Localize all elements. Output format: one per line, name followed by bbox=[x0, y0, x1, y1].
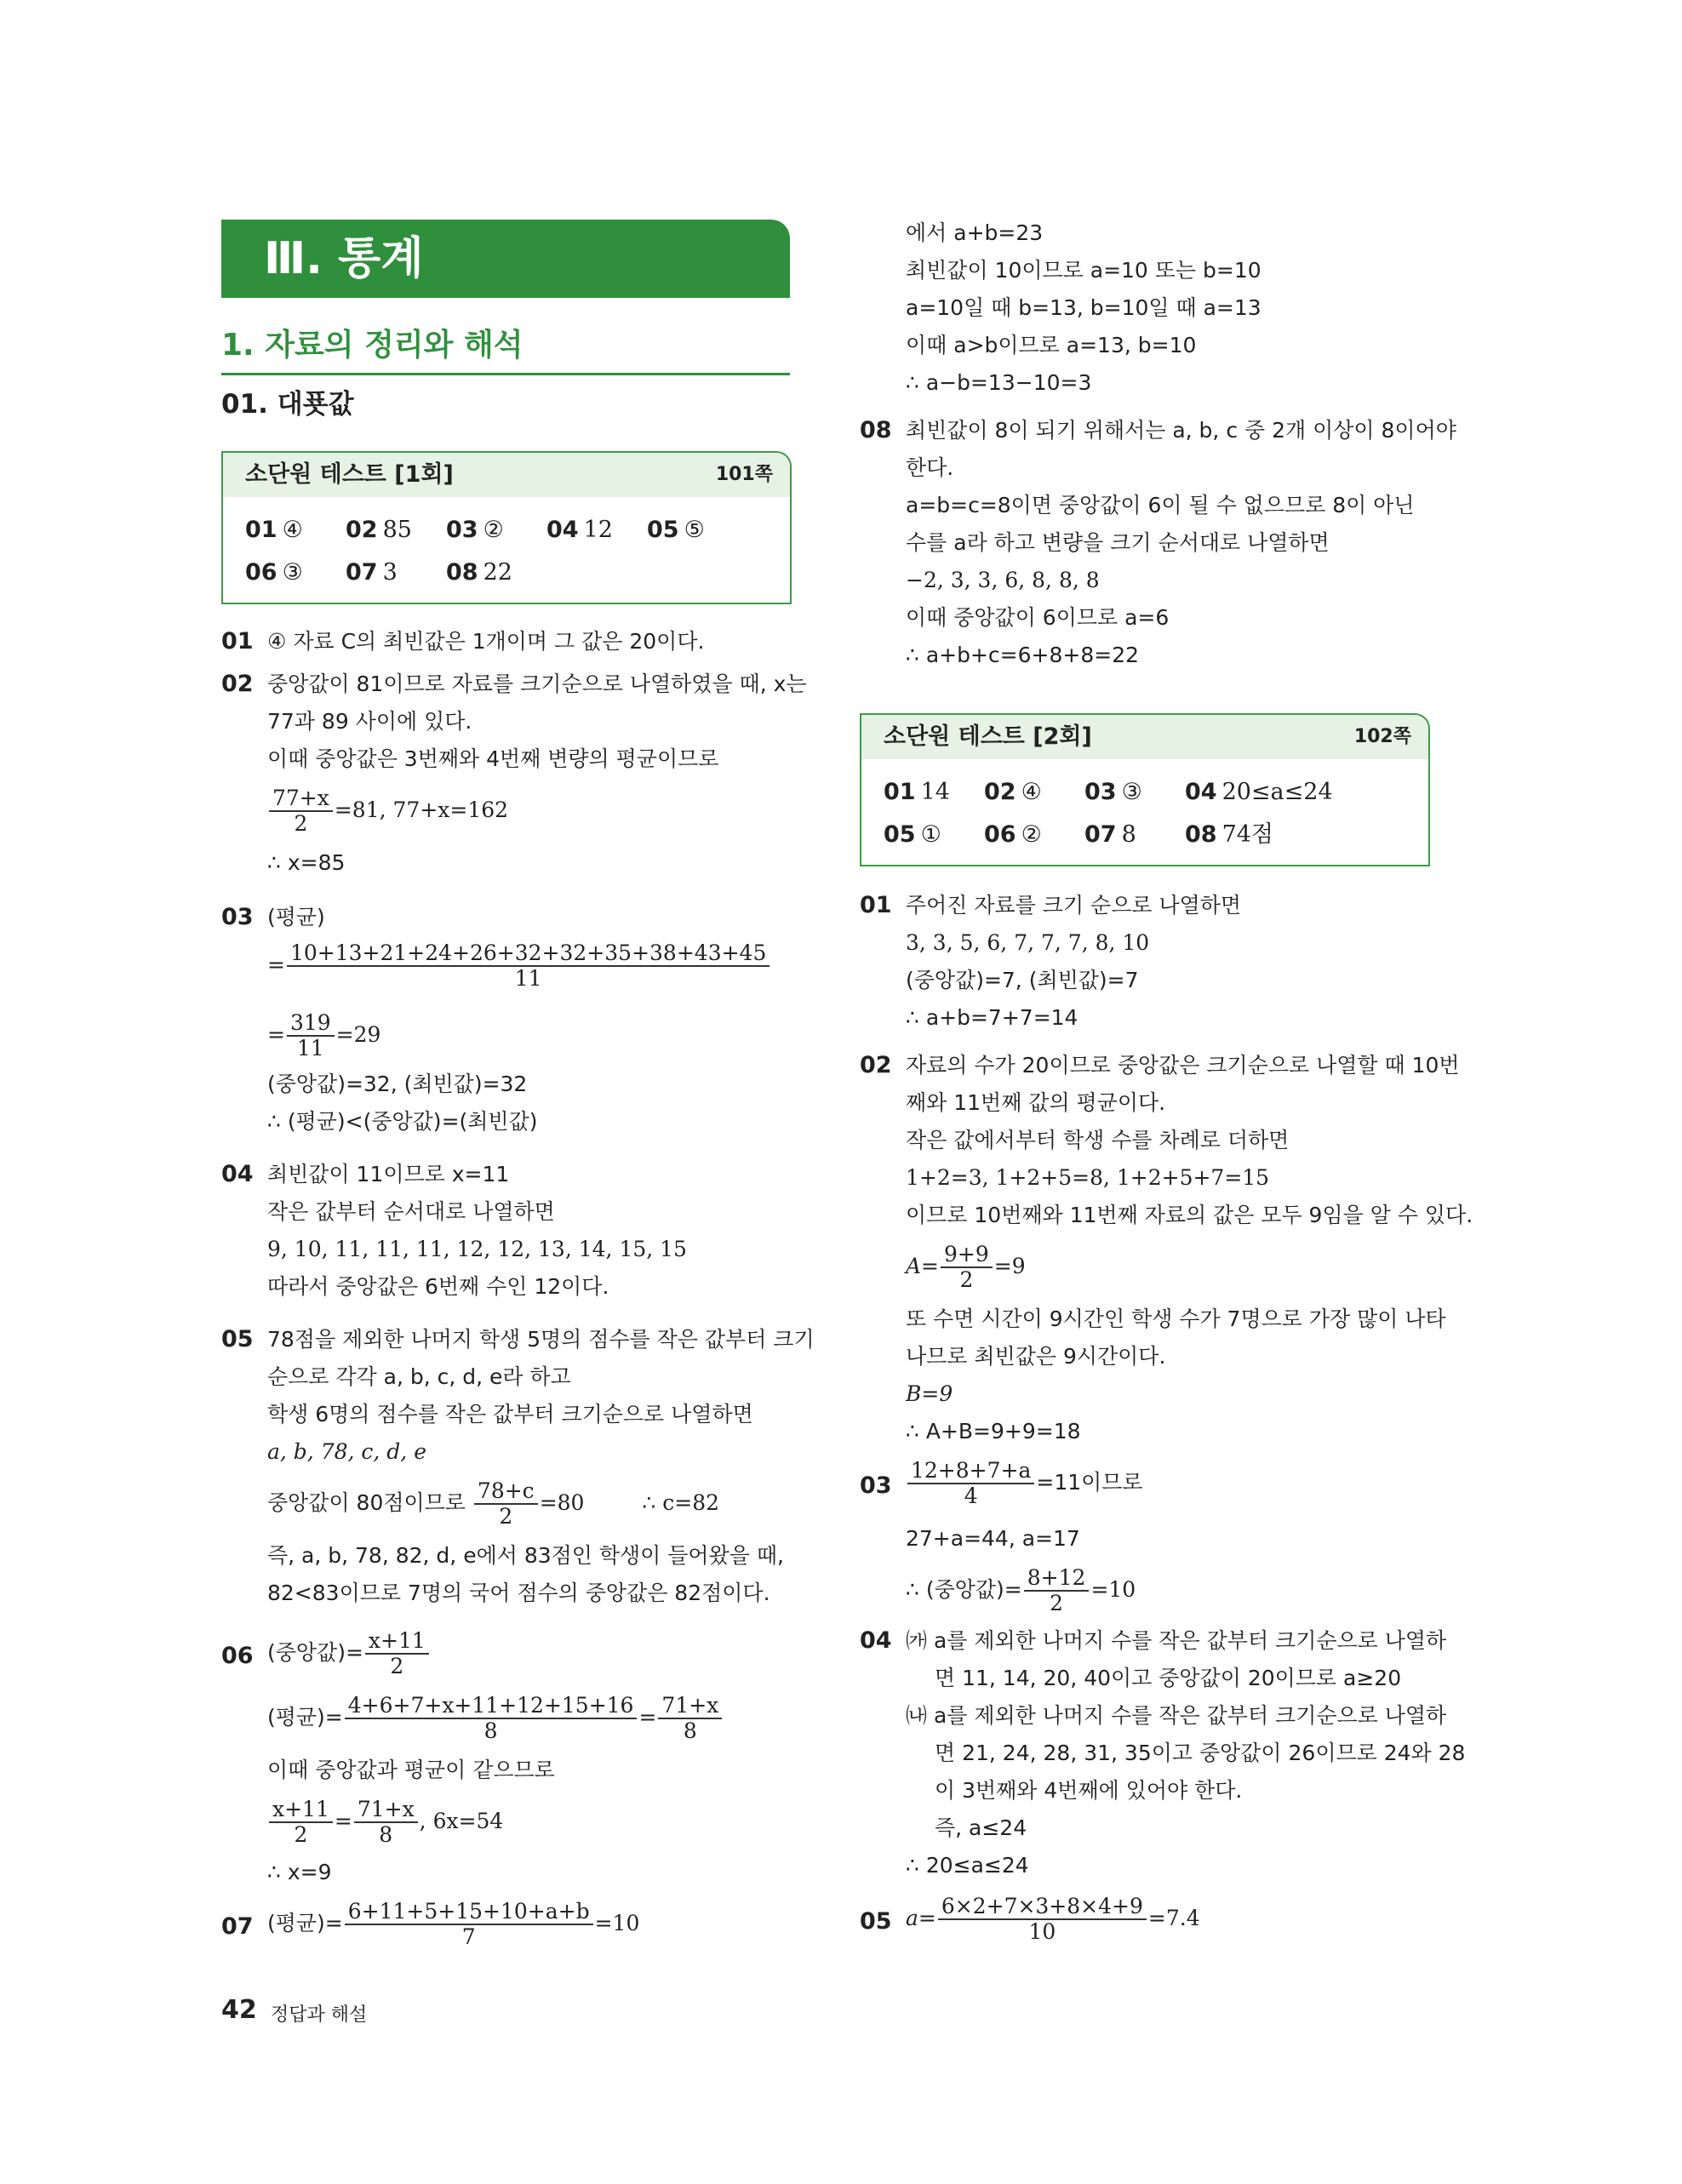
fraction: $\frac{78+c}{2}$ bbox=[474, 1479, 538, 1529]
question-number: 03 bbox=[860, 1472, 892, 1499]
test1-header bbox=[223, 453, 790, 497]
solution-line: 학생 6명의 점수를 작은 값부터 크기순으로 나열하면 bbox=[267, 1402, 753, 1426]
question-number: 05 bbox=[221, 1326, 254, 1352]
fraction-line: $\frac{12+8+7+a}{4}$ =11이므로 bbox=[906, 1459, 1143, 1508]
answer-item: 01 14 bbox=[884, 779, 950, 805]
solution-line: ∴ 20≤a≤24 bbox=[906, 1853, 1029, 1878]
solution-line: 한다. bbox=[906, 455, 954, 480]
question-number: 08 bbox=[860, 417, 892, 443]
solution-line: 82<83이므로 7명의 국어 점수의 중앙값은 82점이다. bbox=[267, 1581, 770, 1605]
answer-item: 08 74점 bbox=[1185, 821, 1274, 848]
solution-line: 또 수면 시간이 9시간인 학생 수가 7명으로 가장 많이 나타 bbox=[906, 1306, 1446, 1331]
solution-line: 이므로 10번째와 11번째 자료의 값은 모두 9임을 알 수 있다. bbox=[906, 1203, 1473, 1227]
answer-item: 06 ② bbox=[984, 821, 1042, 848]
fraction: $\frac{6\times 2+7\times 3+8\times 4+9}{10}$ bbox=[938, 1895, 1147, 1944]
solution-line: ㈎ a를 제외한 나머지 수를 작은 값부터 크기순으로 나열하 bbox=[906, 1628, 1447, 1653]
solution-line: 3, 3, 5, 6, 7, 7, 7, 8, 10 bbox=[906, 930, 1150, 955]
fraction-line: $\frac{x+11}{2}$ = $\frac{71+x}{8}$ , 6x=54 bbox=[267, 1798, 503, 1847]
fraction-line: = $\frac{319}{11}$ =29 bbox=[267, 1010, 381, 1061]
section-rule bbox=[221, 373, 790, 375]
solution-line: 에서 a+b=23 bbox=[906, 220, 1044, 245]
question-number: 01 bbox=[860, 892, 892, 918]
answer-item: 07 8 bbox=[1084, 821, 1136, 848]
fraction: $\frac{6+11+5+15+10+a+b}{7}$ bbox=[345, 1900, 593, 1949]
solution-line: 주어진 자료를 크기 순으로 나열하면 bbox=[906, 893, 1242, 918]
fraction-line: (중앙값)= $\frac{x+11}{2}$ bbox=[267, 1629, 431, 1678]
test1-page: 101쪽 bbox=[715, 464, 773, 485]
solution-line: 이때 중앙값은 3번째와 4번째 변량의 평균이므로 bbox=[267, 746, 719, 771]
solution-line: 즉, a≤24 bbox=[935, 1815, 1027, 1840]
solution-line: a, b, 78, c, d, e bbox=[267, 1439, 426, 1464]
solution-line: ∴ x=85 bbox=[267, 850, 346, 875]
answer-item: 07 3 bbox=[346, 559, 398, 586]
solution-line: ∴ a+b+c=6+8+8=22 bbox=[906, 643, 1139, 667]
solution-line: 78점을 제외한 나머지 학생 5명의 점수를 작은 값부터 크기 bbox=[267, 1327, 815, 1352]
solution-line: ∴ a−b=13−10=3 bbox=[906, 370, 1092, 395]
solution-line: 이때 중앙값이 6이므로 a=6 bbox=[906, 605, 1170, 630]
question-number: 01 bbox=[221, 628, 254, 655]
test1-title: 소단원 테스트 [1회] bbox=[245, 461, 454, 488]
fraction: $\frac{10+13+21+24+26+32+32+35+38+43+45}{11}$ bbox=[287, 941, 769, 991]
question-number: 05 bbox=[860, 1908, 892, 1935]
test2-box bbox=[860, 713, 1430, 866]
fraction: $\frac{8+12}{2}$ bbox=[1024, 1566, 1090, 1615]
solution-line: ∴ A+B=9+9=18 bbox=[906, 1419, 1081, 1444]
answer-item: 02 85 bbox=[346, 517, 412, 543]
solution-line: 자료의 수가 20이므로 중앙값은 크기순으로 나열할 때 10번 bbox=[906, 1053, 1460, 1078]
question-number: 02 bbox=[860, 1052, 892, 1078]
solution-line: 면 11, 14, 20, 40이고 중앙값이 20이므로 a≥20 bbox=[935, 1666, 1402, 1690]
solution-line: 이 3번째와 4번째에 있어야 한다. bbox=[935, 1778, 1243, 1803]
fraction: $\frac{x+11}{2}$ bbox=[365, 1629, 429, 1678]
solution-line: ∴ a+b=7+7=14 bbox=[906, 1005, 1078, 1030]
solution-line: 면 21, 24, 28, 31, 35이고 중앙값이 26이므로 24와 28 bbox=[935, 1741, 1466, 1765]
answer-item: 01 ④ bbox=[245, 517, 303, 543]
question-number: 07 bbox=[221, 1913, 254, 1940]
solution-line: ∴ x=9 bbox=[267, 1860, 332, 1884]
test2-page: 102쪽 bbox=[1353, 726, 1411, 747]
solution-line: 따라서 중앙값은 6번째 수인 12이다. bbox=[267, 1274, 609, 1299]
answer-item: 03 ③ bbox=[1084, 779, 1142, 805]
solution-line: 이때 중앙값과 평균이 같으므로 bbox=[267, 1758, 555, 1782]
solution-line: a=b=c=8이면 중앙값이 6이 될 수 없으므로 8이 아닌 bbox=[906, 493, 1415, 517]
solution-line: ㈏ a를 제외한 나머지 수를 작은 값부터 크기순으로 나열하 bbox=[906, 1703, 1447, 1728]
solution-line: 수를 a라 하고 변량을 크기 순서대로 나열하면 bbox=[906, 530, 1330, 555]
solution-line: 27+a=44, a=17 bbox=[906, 1526, 1080, 1551]
answer-item: 08 22 bbox=[446, 559, 512, 586]
fraction-line: $\frac{77+x}{2}$ =81, 77+x=162 bbox=[267, 786, 508, 836]
fraction: $\frac{x+11}{2}$ bbox=[269, 1798, 333, 1847]
question-number: 04 bbox=[221, 1161, 254, 1187]
fraction: $\frac{9+9}{2}$ bbox=[941, 1243, 993, 1292]
question-number: 06 bbox=[221, 1643, 254, 1669]
fraction-line: = $\frac{10+13+21+24+26+32+32+35+38+43+45}{11}$ bbox=[267, 941, 771, 991]
solution-line: (중앙값)=7, (최빈값)=7 bbox=[906, 968, 1139, 992]
solution-line: 나므로 최빈값은 9시간이다. bbox=[906, 1344, 1166, 1369]
section-title: 1. 자료의 정리와 해석 bbox=[221, 328, 523, 363]
chapter-banner bbox=[221, 220, 790, 298]
question-number: 04 bbox=[860, 1627, 892, 1654]
fraction-line: (평균)= $\frac{4+6+7+x+11+12+15+16}{8}$ = $\frac{71+x}{8}$ bbox=[267, 1694, 724, 1743]
solution-line: 최빈값이 10이므로 a=10 또는 b=10 bbox=[906, 258, 1262, 283]
solution-line: 이때 a>b이므로 a=13, b=10 bbox=[906, 333, 1197, 357]
fraction-line: (평균)= $\frac{6+11+5+15+10+a+b}{7}$ =10 bbox=[267, 1899, 640, 1949]
answer-item: 03 ② bbox=[446, 517, 504, 543]
page-number: 42 bbox=[221, 1995, 257, 2025]
solution-line: B=9 bbox=[906, 1381, 953, 1406]
solution-line: −2, 3, 3, 6, 8, 8, 8 bbox=[906, 568, 1100, 592]
test1-box bbox=[221, 451, 792, 604]
solution-line: ∴ (평균)<(중앙값)=(최빈값) bbox=[267, 1109, 538, 1134]
fraction: $\frac{12+8+7+a}{4}$ bbox=[907, 1459, 1034, 1508]
fraction: $\frac{4+6+7+x+11+12+15+16}{8}$ bbox=[345, 1694, 638, 1743]
chapter-title: Ⅲ. 통계 bbox=[264, 233, 424, 284]
fraction-line: ∴ (중앙값)= $\frac{8+12}{2}$ =10 bbox=[906, 1565, 1136, 1615]
solution-line: 중앙값이 81이므로 자료를 크기순으로 나열하였을 때, x는 bbox=[267, 672, 807, 696]
fraction-line: a= $\frac{6\times 2+7\times 3+8\times 4+9}{10}$ =7.4 bbox=[906, 1894, 1200, 1944]
fraction: $\frac{71+x}{8}$ bbox=[658, 1694, 722, 1743]
solution-line: 9, 10, 11, 11, 11, 12, 12, 13, 14, 15, 15 bbox=[267, 1237, 687, 1261]
solution-line: 1+2=3, 1+2+5=8, 1+2+5+7=15 bbox=[906, 1165, 1270, 1190]
solution-line: 77과 89 사이에 있다. bbox=[267, 709, 472, 734]
question-number: 02 bbox=[221, 671, 254, 697]
solution-line: 최빈값이 11이므로 x=11 bbox=[267, 1162, 510, 1186]
solution-line: 순으로 각각 a, b, c, d, e라 하고 bbox=[267, 1364, 571, 1389]
answer-item: 04 12 bbox=[546, 517, 613, 543]
test2-header bbox=[861, 715, 1428, 759]
fraction: $\frac{77+x}{2}$ bbox=[269, 786, 333, 836]
solution-line: 작은 값부터 순서대로 나열하면 bbox=[267, 1199, 555, 1224]
solution-line: 째와 11번째 값의 평균이다. bbox=[906, 1090, 1166, 1115]
solution-line: (평균) bbox=[267, 905, 325, 929]
answer-item: 06 ③ bbox=[245, 559, 303, 586]
solution-line: 즉, a, b, 78, 82, d, e에서 83점인 학생이 들어왔을 때, bbox=[267, 1543, 784, 1568]
solution-line: a=10일 때 b=13, b=10일 때 a=13 bbox=[906, 295, 1262, 320]
solution-line: (중앙값)=32, (최빈값)=32 bbox=[267, 1072, 528, 1096]
fraction-line: 중앙값이 80점이므로 $\frac{78+c}{2}$ =80 ∴ c=82 bbox=[267, 1478, 720, 1529]
solution-line: ④ 자료 C의 최빈값은 1개이며 그 값은 20이다. bbox=[267, 629, 705, 654]
answer-item: 02 ④ bbox=[984, 779, 1042, 805]
test2-title: 소단원 테스트 [2회] bbox=[884, 723, 1092, 750]
solution-line: 최빈값이 8이 되기 위해서는 a, b, c 중 2개 이상이 8이어야 bbox=[906, 418, 1456, 443]
question-number: 03 bbox=[221, 904, 254, 930]
subsection-title: 01. 대푯값 bbox=[221, 389, 354, 420]
solution-line: 작은 값에서부터 학생 수를 차례로 더하면 bbox=[906, 1128, 1290, 1152]
footer-label: 정답과 해설 bbox=[271, 2004, 368, 2026]
fraction: $\frac{319}{11}$ bbox=[287, 1011, 335, 1061]
answer-item: 05 ① bbox=[884, 821, 941, 848]
answer-item: 04 20≤a≤24 bbox=[1185, 779, 1333, 805]
answer-item: 05 ⑤ bbox=[647, 517, 705, 543]
fraction: $\frac{71+x}{8}$ bbox=[354, 1798, 418, 1847]
fraction-line: A= $\frac{9+9}{2}$ =9 bbox=[906, 1242, 1026, 1292]
